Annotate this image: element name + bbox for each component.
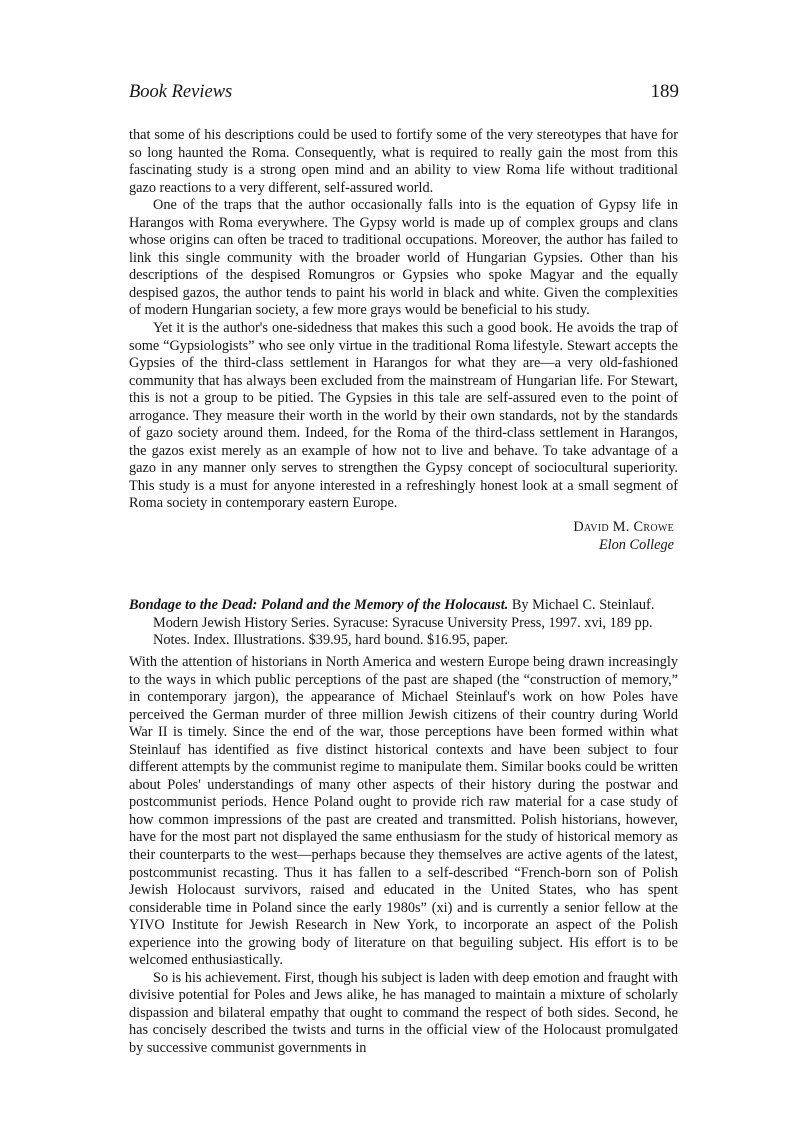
reviewer-name: David M. Crowe (573, 519, 674, 535)
paragraph: One of the traps that the author occasionally falls into is the equation of Gypsy life in Harangos with Roma everywhere. The Gypsy world is made up of complex groups and clans whose origins can often be traced to traditional occupations. Moreover, the author has failed to link this single community with the broader world of Hungarian Gypsies. Other than his descriptions of the despised Romungros or Gypsies who spoke Magyar and the equally despised gazos, the author tends to paint his world in black and white. Given the complexities of modern Hungarian society, a few more grays would be beneficial to his study. (129, 197, 678, 319)
page-number: 189 (650, 81, 679, 102)
paragraph: So is his achievement. First, though his subject is laden with deep emotion and fraught with divisive potential for Poles and Jews alike, he has managed to maintain a mixture of scholarly dispassion and bilateral empathy that ought to command the respect of both sides. Second, he has concisely described the twists and turns in the official view of the Holocaust promulgated by successive communist governments in (129, 969, 678, 1057)
paragraph: With the attention of historians in North America and western Europe being drawn increasingly to the ways in which public perceptions of the past are shaped (the “construction of memory,” in contemporary jargon), the appearance of Michael Steinlauf's work on how Poles have perceived the German murder of three million Jewish citizens of their country during World War II is timely. Since the end of the war, those perceptions have been formed within what Steinlauf has identified as five distinct historical contexts and have been subject to four different attempts by the communist regime to manipulate them. Similar books could be written about Poles' understandings of many other aspects of their history during the postwar and postcommunist periods. Hence Poland ought to provide rich raw material for a case study of how common impressions of the past are created and transmitted. Polish historians, however, have for the most part not displayed the same enthusiasm for the study of historical memory as their counterparts to the west—perhaps because they themselves are active agents of the latest, postcommunist recasting. Thus it has fallen to a self-described “French-born son of Polish Jewish Holocaust survivors, raised and educated in the United States, who has spent considerable time in Poland since the early 1980s” (xi) and is currently a senior fellow at the YIVO Institute for Jewish Research in New York, to incorporate an aspect of the Polish experience into the growing body of literature on that beguiling subject. His effort is to be welcomed enthusiastically. (129, 654, 678, 969)
reviewer-affiliation: Elon College (598, 537, 674, 553)
paragraph: that some of his descriptions could be used to fortify some of the very stereotypes that have for so long haunted the Roma. Consequently, what is required to really gain the most from this fascinating study is a strong open mind and an ability to view Roma life without traditional gazo reactions to a very different, self-assured world. (129, 127, 678, 196)
running-header (129, 80, 679, 106)
book-citation (129, 597, 678, 650)
book-details: By Michael C. Steinlauf. Modern Jewish History Series. Syracuse: Syracuse University Press, 1997. xvi, 189 pp. Notes. Index. Illustrations. $39.95, hard bound. $16.95, paper. (153, 597, 655, 648)
section-title: Book Reviews (129, 82, 233, 102)
paragraph: Yet it is the author's one-sidedness that makes this such a good book. He avoids the trap of some “Gypsiologists” who see only virtue in the traditional Roma lifestyle. Stewart accepts the Gypsies of the third-class settlement in Harangos for what they are—a very old-fashioned community that has always been excluded from the mainstream of Hungarian life. For Stewart, this is not a group to be pitied. The Gypsies in this tale are self-assured even to the point of arrogance. They measure their worth in the world by their own standards, not by the standards of gazo society around them. Indeed, for the Roma of the third-class settlement in Harangos, the gazos exist merely as an example of how not to live and behave. To take advantage of a gazo in any manner only serves to strengthen the Gypsy concept of sociocultural superiority. This study is a must for anyone interested in a refreshingly honest look at a small segment of Roma society in contemporary eastern Europe. (129, 320, 678, 512)
review-text (129, 654, 678, 1058)
previous-review-text (129, 127, 678, 513)
reviewer-signature (429, 518, 674, 554)
book-title: Bondage to the Dead: Poland and the Memory of the Holocaust. (129, 597, 509, 613)
